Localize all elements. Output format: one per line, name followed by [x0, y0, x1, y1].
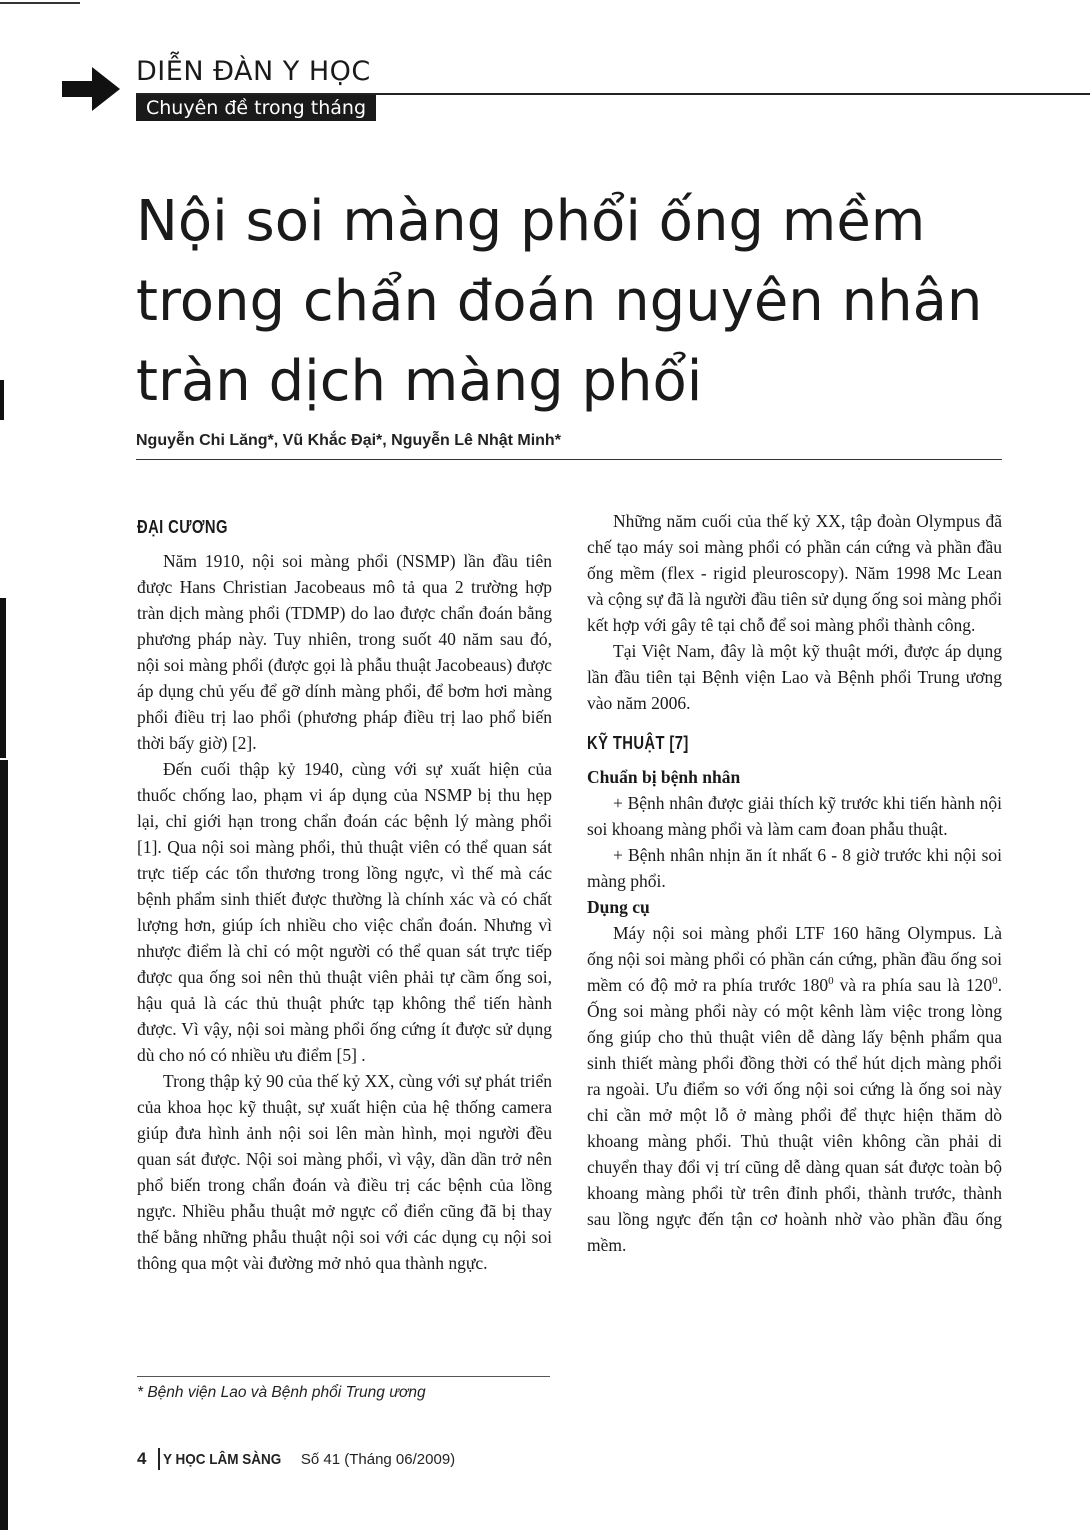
footnote-rule: [137, 1376, 550, 1377]
margin-bar: [0, 380, 4, 420]
article-title: [136, 182, 1036, 422]
list-item: + Bệnh nhân được giải thích kỹ trước khi tiến hành nội soi khoang màng phổi và làm cam đoan phẫu thuật.: [587, 793, 1002, 839]
section-heading-technique: KỸ THUẬT [7]: [587, 733, 689, 753]
paragraph: Năm 1910, nội soi màng phổi (NSMP) lần đầu tiên được Hans Christian Jacobeaus mô tả qua 2 trường hợp tràn dịch màng phổi (TDMP) do lao được chẩn đoán bằng phương pháp này. Tuy nhiên, trong suốt 40 năm sau đó, nội soi màng phổi (được gọi là phẫu thuật Jacobeaus) được áp dụng chủ yếu để gỡ dính màng phổi, để bơm hơi màng phổi điều trị lao phổi (phương pháp điều trị lao phổ biến thời bấy giờ) [2].: [137, 551, 552, 753]
authors: Nguyễn Chi Lăng*, Vũ Khắc Đại*, Nguyễn Lê Nhật Minh*: [136, 432, 561, 449]
section-label: DIỄN ĐÀN Y HỌC: [136, 56, 371, 87]
page-footer: [137, 1448, 455, 1470]
title-line: tràn dịch màng phổi: [136, 349, 703, 414]
page-number: 4: [137, 1449, 147, 1468]
footer-divider: [158, 1448, 160, 1470]
left-column: [137, 508, 552, 1276]
superscript: 0: [992, 975, 998, 988]
section-heading-overview: ĐẠI CƯƠNG: [137, 517, 228, 537]
subsection-label: Chuyên đề trong tháng: [136, 95, 376, 121]
paragraph-equipment: [587, 920, 1002, 1258]
paragraph: Những năm cuối của thế kỷ XX, tập đoàn Olympus đã chế tạo máy soi màng phổi có phần cán cứng và phần đầu ống mềm (flex - rigid pleuroscopy). Năm 1998 Mc Lean và cộng sự đã là người đầu tiên sử dụng ống soi màng phổi kết hợp với gây tê tại chỗ để soi màng phổi thành công.: [587, 511, 1002, 635]
authors-rule: [136, 459, 1002, 460]
arrow-icon: [62, 64, 122, 114]
superscript: 0: [828, 975, 834, 988]
subheading-equipment: Dụng cụ: [587, 897, 650, 917]
issue-info: Số 41 (Tháng 06/2009): [300, 1450, 456, 1468]
footnote: * Bệnh viện Lao và Bệnh phổi Trung ương: [137, 1384, 426, 1401]
subheading-patient-prep: Chuẩn bị bệnh nhân: [587, 767, 741, 787]
margin-bar: [0, 760, 8, 1530]
title-line: Nội soi màng phổi ống mềm: [136, 189, 926, 254]
title-line: trong chẩn đoán nguyên nhân: [136, 269, 983, 334]
paragraph: Tại Việt Nam, đây là một kỹ thuật mới, được áp dụng lần đầu tiên tại Bệnh viện Lao và Bệnh phổi Trung ương vào năm 2006.: [587, 641, 1002, 713]
journal-name: Y HỌC LÂM SÀNG: [163, 1450, 282, 1468]
paragraph: Đến cuối thập kỷ 1940, cùng với sự xuất hiện của thuốc chống lao, phạm vi áp dụng của NSMP bị thu hẹp lại, chỉ giới hạn trong chẩn đoán các bệnh lý màng phổi [1]. Qua nội soi màng phổi, thủ thuật viên có thể quan sát trực tiếp các tổn thương trong lồng ngực, vì thế mà các bệnh phẩm sinh thiết được thường là chính xác và có chất lượng hơn, giúp ích nhiều cho việc chẩn đoán. Nhưng vì nhược điểm là chỉ có một người có thể quan sát trực tiếp được qua ống soi nên thủ thuật viên phải tự cầm ống soi, hậu quả là các thủ thuật phức tạp không thể tiến hành được. Vì vậy, nội soi màng phổi ống cứng ít được sử dụng dù cho nó có nhiều ưu điểm [5] .: [137, 759, 552, 1065]
text-run: và ra phía sau là 120: [833, 975, 993, 995]
text-run: Máy nội soi màng phổi LTF 160 hãng Olympus. Là ống nội soi màng phổi có phần cán cứng, phần đầu ống soi mềm có độ mở ra phía trước 180: [587, 923, 1002, 995]
margin-bar: [0, 598, 6, 758]
text-run: . Ống soi màng phổi này có một kênh làm việc trong lòng ống giúp cho thủ thuật viên dễ dàng lấy bệnh phẩm qua sinh thiết màng phổi đồng thời có thể hút dịch màng phổi ra ngoài. Ưu điểm so với ống nội soi cứng là ống soi này chỉ cần mở một lỗ ở màng phổi để thực hiện thăm dò khoang màng phổi. Thủ thuật viên không cần phải di chuyển thay đổi vị trí cũng dễ dàng quan sát được toàn bộ khoang màng phổi từ trên đỉnh phổi, thành trước, thành sau lồng ngực đến tận cơ hoành nhờ vào phần đầu ống mềm.: [587, 975, 1003, 1255]
right-column: [587, 508, 1002, 1258]
top-rule: [0, 2, 80, 4]
paragraph: Trong thập kỷ 90 của thế kỷ XX, cùng với sự phát triển của khoa học kỹ thuật, sự xuất hiện của hệ thống camera giúp đưa hình ảnh nội soi lên màn hình, mọi người đều quan sát được. Nội soi màng phổi, vì vậy, dần dần trở nên phổ biến trong chẩn đoán và điều trị các bệnh của lồng ngực. Nhiều phẫu thuật mở ngực cổ điển cũng đã bị thay thế bằng những phẫu thuật nội soi với các dụng cụ nội soi thông qua một vài đường mở nhỏ qua thành ngực.: [137, 1071, 552, 1273]
list-item: + Bệnh nhân nhịn ăn ít nhất 6 - 8 giờ trước khi nội soi màng phổi.: [587, 845, 1002, 891]
